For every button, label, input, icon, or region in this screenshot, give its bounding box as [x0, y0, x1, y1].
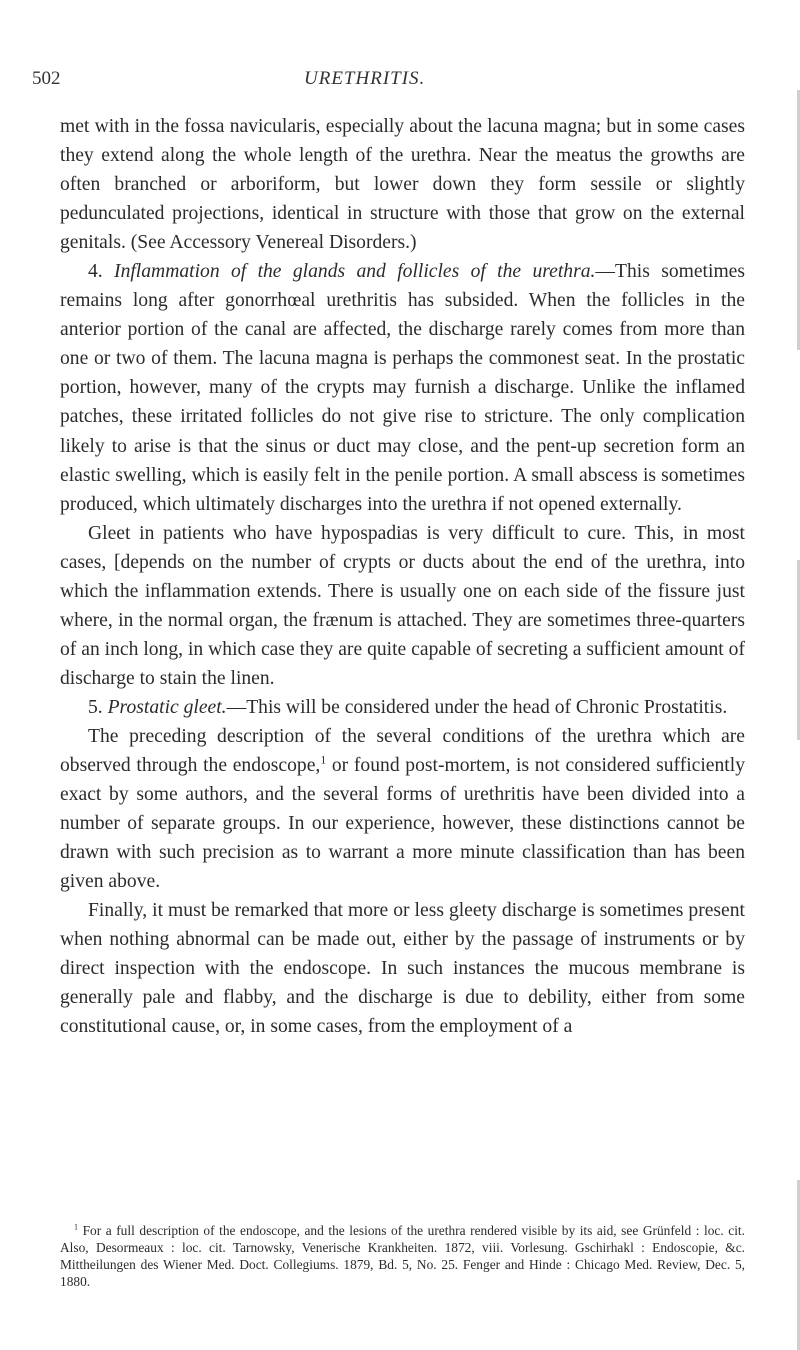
footnotes: [60, 1222, 745, 1290]
footnote-1: [60, 1222, 745, 1290]
section-number: 4.: [88, 261, 115, 283]
footnote-mark: 1: [74, 1222, 79, 1232]
paragraph-text: or found post-mortem, is not considered sufficiently exact by some authors, and the several forms of urethritis have been divided into a number of separate groups. In our experience, however, these distinctions cannot be drawn with such precision as to warrant a more minute classification than has been given above.: [60, 755, 745, 893]
section-heading-prostatic-gleet: Prostatic gleet.: [107, 696, 227, 718]
footnote-text: For a full description of the endoscope, and the lesions of the urethra rendered visible by its aid, see Grünfeld : loc. cit. Also, Desormeaux : loc. cit. Tarnowsky, Venerische Krankheiten. 1872, viii. Vorlesung. Gschirhakl : Endoscopie, &c. Mittheilungen des Wiener Med. Doct. Collegiums. 1879, Bd. 5, No. 25. Fenger and Hinde : Chicago Med. Review, Dec. 5, 1880.: [60, 1223, 745, 1289]
section-text: —This sometimes remains long after gonorrhœal urethritis has subsided. When the follicles in the anterior portion of the canal are affected, the discharge rarely comes from more than one or two of them. The lacuna magna is perhaps the commonest seat. In the prostatic portion, however, many of the crypts may furnish a discharge. Unlike the inflamed patches, these irritated follicles do not give rise to stricture. The only complication likely to arise is that the sinus or duct may close, and the pent-up secretion form an elastic swelling, which is easily felt in the penile portion. A small abscess is sometimes produced, which ultimately discharges into the urethra if not opened externally.: [60, 261, 746, 515]
page-number: 502: [32, 68, 61, 89]
section-heading-inflammation: Inflammation of the glands and follicles of the urethra.: [114, 261, 596, 283]
paragraph-gleety-discharge: Finally, it must be remarked that more or less gleety discharge is sometimes present when nothing abnormal can be made out, either by the passage of instruments or by direct inspection with the endoscope. In such instances the mucous membrane is generally pale and flabby, and the discharge is due to debility, either from some constitutional cause, or, in some cases, from the employment of a: [60, 900, 745, 1038]
paragraph-papillomata-continued: met with in the fossa navicularis, especially about the lacuna magna; but in some cases they extend along the whole length of the urethra. Near the meatus the growths are often branched or arboriform, but lower down they form sessile or slightly pedunculated projections, identical in structure with those that grow on the external genitals. (See Accessory Venereal Disorders.): [60, 116, 745, 254]
running-head: URETHRITIS.: [304, 68, 426, 89]
paragraph-follicle-inflammation: [60, 257, 745, 518]
body-text: [60, 112, 745, 1042]
page-header: [32, 68, 800, 94]
paragraph-prostatic-gleet: [60, 693, 745, 722]
section-number: 5.: [88, 696, 108, 718]
paragraph-hypospadias-gleet: Gleet in patients who have hypospadias is very difficult to cure. This, in most cases, [depends on the number of crypts or ducts about the end of the urethra, into which the inflammation extends. There is usually one on each side of the fissure just where, in the normal organ, the frænum is attached. They are sometimes three-quarters of an inch long, in which case they are quite capable of secreting a sufficient amount of discharge to stain the linen.: [60, 522, 745, 689]
section-text: —This will be considered under the head of Chronic Prostatitis.: [226, 696, 728, 718]
paragraph-endoscope-classification: [60, 722, 745, 896]
paragraph-text: The preceding description of the several conditions of the urethra which are observed through the endoscope,: [60, 725, 745, 777]
footnote-reference: 1: [320, 753, 327, 767]
